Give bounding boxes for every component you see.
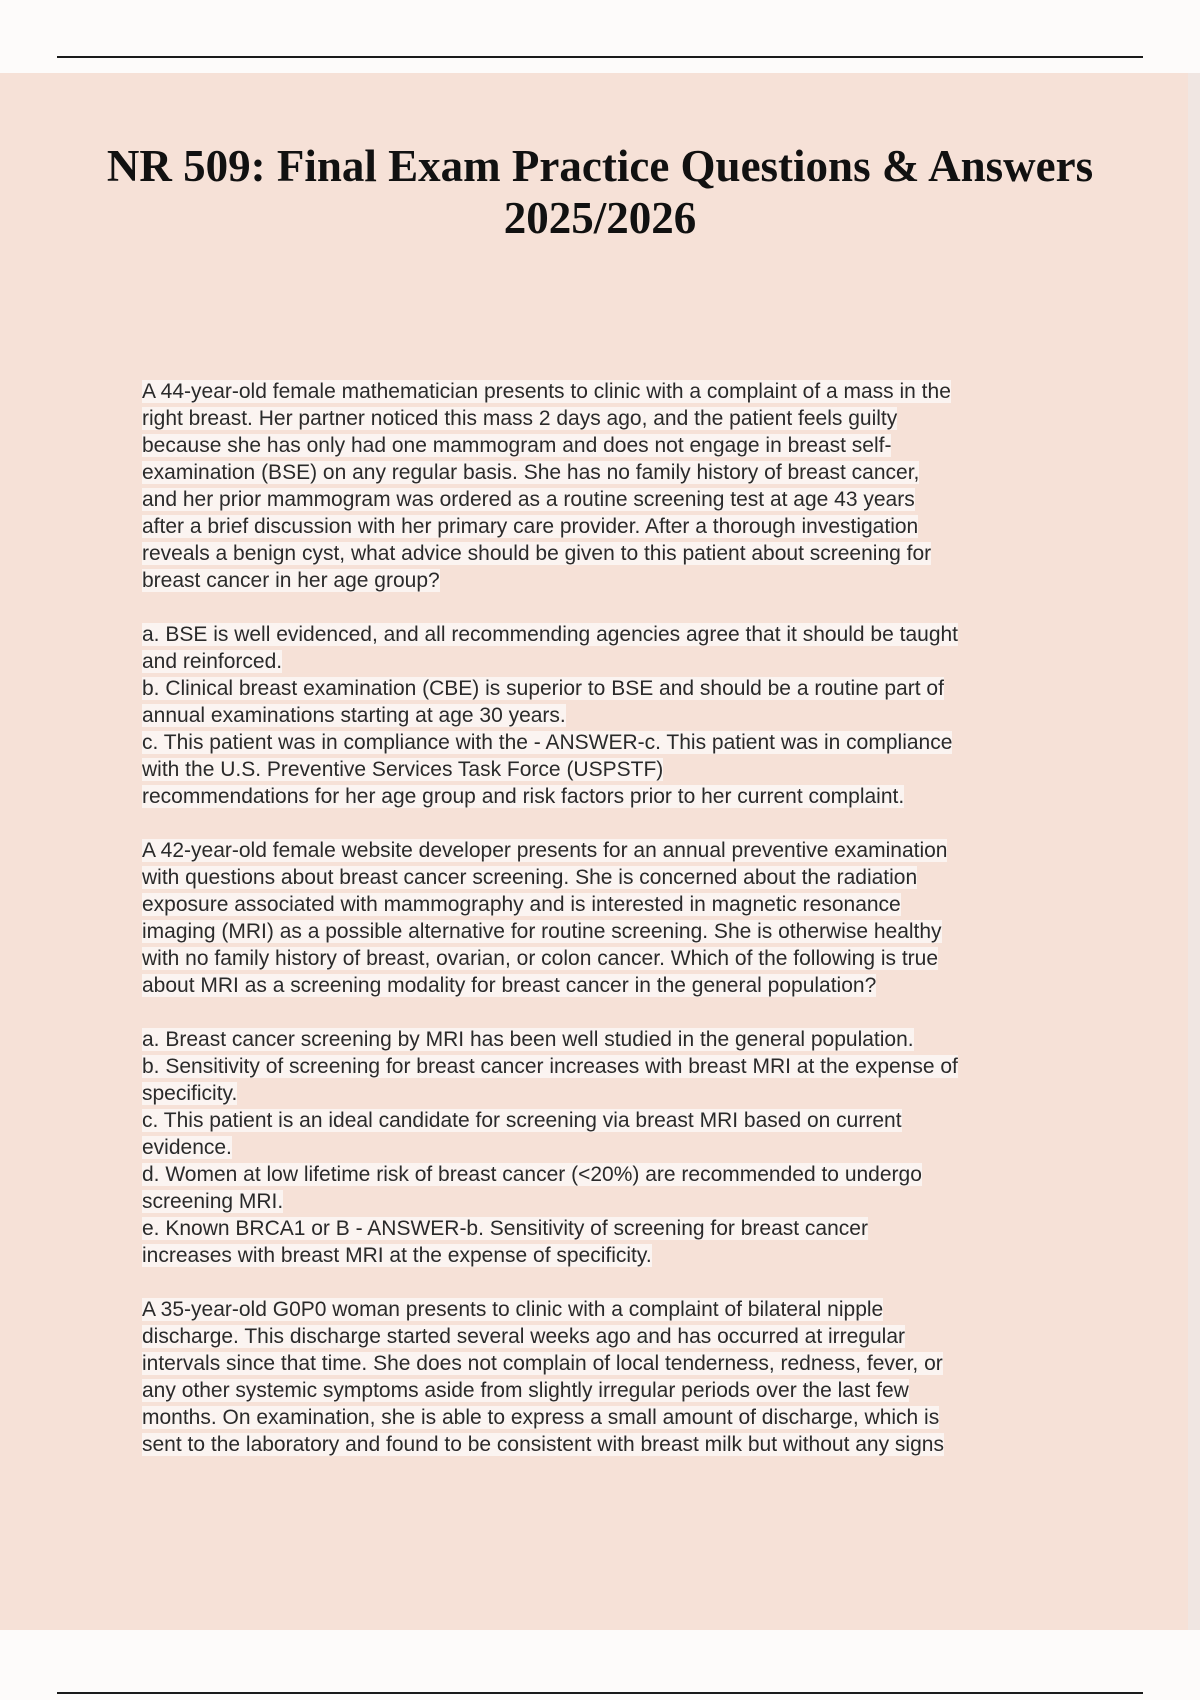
page-edge (1188, 73, 1200, 1630)
question-1-options (142, 621, 1072, 810)
question-3-stem (142, 1296, 1072, 1458)
bottom-rule (57, 1692, 1143, 1694)
question-2-options-text: a. Breast cancer screening by MRI has been well studied in the general population. b. Sensitivity of screening for breast cancer increases with breast MRI at the expense of specificity. c. This patient is an ideal candidate for screening via breast MRI based on current evidence. d. Women at low lifetime risk of breast cancer (<20%) are recommended to undergo screening MRI. e. Known BRCA1 or B - ANSWER-b. Sensitivity of screening for breast cancer increases with breast MRI at the expense of specificity. (142, 1028, 958, 1267)
question-2-stem-text: A 42-year-old female website developer presents for an annual preventive examination with questions about breast cancer screening. She is concerned about the radiation exposure associated with mammography and is interested in magnetic resonance imaging (MRI) as a possible alternative for routine screening. She is otherwise healthy with no family history of breast, ovarian, or colon cancer. Which of the following is true about MRI as a screening modality for breast cancer in the general population? (142, 839, 948, 997)
question-3-stem-text: A 35-year-old G0P0 woman presents to clinic with a complaint of bilateral nipple discharge. This discharge started several weeks ago and has occurred at irregular intervals since that time. She does not complain of local tenderness, redness, fever, or any other systemic symptoms aside from slightly irregular periods over the last few months. On examination, she is able to express a small amount of discharge, which is sent to the laboratory and found to be consistent with breast milk but without any signs (142, 1298, 944, 1456)
question-1-options-text: a. BSE is well evidenced, and all recommending agencies agree that it should be taught and reinforced. b. Clinical breast examination (CBE) is superior to BSE and should be a routine part of annual examinations starting at age 30 years. c. This patient was in compliance with the - ANSWER-c. This patient was in compliance with the U.S. Preventive Services Task Force (USPSTF) recommendations for her age group and risk factors prior to her current complaint. (142, 623, 959, 808)
document-body (142, 378, 1072, 1485)
top-rule (57, 56, 1143, 58)
question-2-options (142, 1026, 1072, 1269)
question-1-stem-text: A 44-year-old female mathematician presents to clinic with a complaint of a mass in the right breast. Her partner noticed this mass 2 days ago, and the patient feels guilty because she has only had one mammogram and does not engage in breast self- examination (BSE) on any regular basis. She has no family history of breast cancer, and her prior mammogram was ordered as a routine screening test at age 43 years after a brief discussion with her primary care provider. After a thorough investigation reveals a benign cyst, what advice should be given to this patient about screening for breast cancer in her age group? (142, 380, 951, 592)
document-title: NR 509: Final Exam Practice Questions & Answers 2025/2026 (106, 141, 1094, 243)
question-2-stem (142, 837, 1072, 999)
question-1-stem (142, 378, 1072, 594)
